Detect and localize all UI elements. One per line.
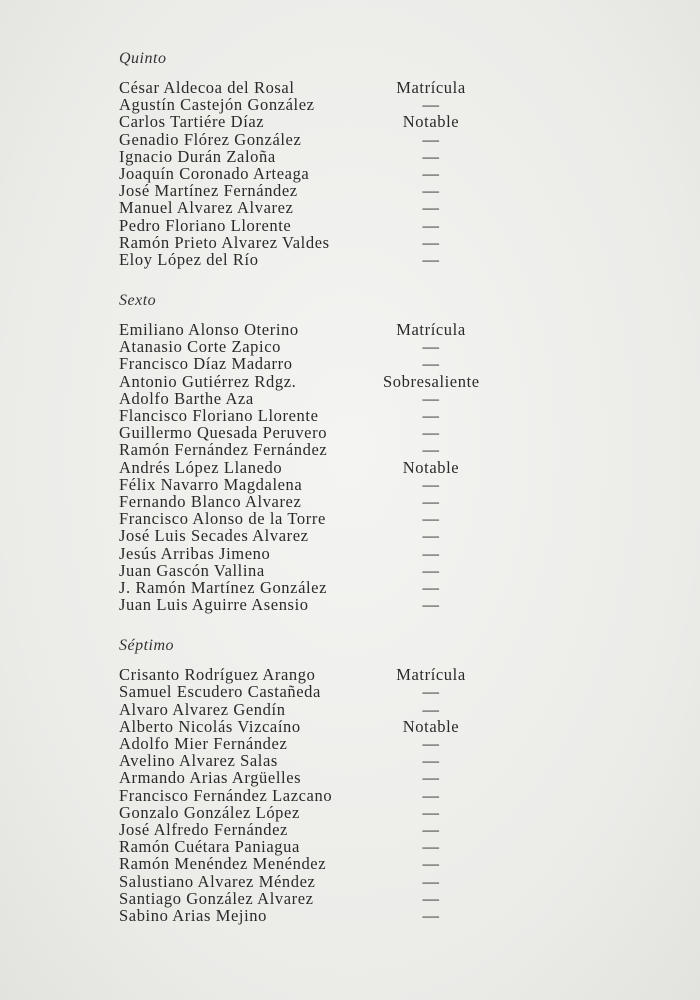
list-item	[119, 701, 479, 718]
list-item	[119, 217, 479, 234]
grade: Notable	[402, 716, 460, 736]
list-item	[119, 441, 479, 458]
rows	[119, 79, 479, 268]
rows	[119, 321, 479, 613]
section-title: Quinto	[119, 50, 167, 67]
student-name: J. Ramón Martínez González	[119, 577, 328, 597]
student-name: Jesús Arribas Jimeno	[119, 543, 271, 563]
student-name: Crisanto Rodríguez Arango	[119, 665, 316, 685]
student-name: Salustiano Alvarez Méndez	[119, 871, 316, 891]
list-item	[119, 855, 479, 872]
list-item	[119, 873, 479, 890]
grade: —	[422, 699, 440, 719]
grade: —	[422, 181, 440, 201]
list-item	[119, 390, 479, 407]
student-name: Carlos Tartiére Díaz	[119, 112, 265, 132]
student-name: Fernando Blanco Alvarez	[119, 491, 302, 511]
list-item	[119, 527, 479, 544]
list-item	[119, 373, 479, 390]
section-quinto	[119, 48, 479, 268]
grade: —	[422, 215, 440, 235]
list-item	[119, 407, 479, 424]
grade: —	[422, 474, 440, 494]
rows	[119, 666, 479, 924]
grade: —	[422, 526, 440, 546]
section-title: Séptimo	[119, 637, 175, 655]
student-name: Juan Luis Aguirre Asensio	[119, 595, 309, 615]
student-name: Sabino Arias Mejino	[119, 905, 267, 925]
grade: —	[422, 491, 440, 511]
grade: —	[422, 682, 440, 702]
list-item	[119, 476, 479, 493]
list-item	[119, 821, 479, 838]
section-title: Sexto	[119, 292, 157, 310]
student-name: Eloy López del Río	[119, 249, 259, 269]
grade: —	[422, 751, 440, 771]
student-name: Ramón Menéndez Menéndez	[119, 854, 327, 874]
student-name: Avelino Alvarez Salas	[119, 751, 278, 771]
section-sexto	[119, 290, 479, 613]
student-name: Francisco Díaz Madarro	[119, 354, 293, 374]
list-item	[119, 165, 479, 182]
student-name: Andrés López Llanedo	[119, 457, 283, 477]
grade: Matrícula	[396, 320, 466, 340]
list-item	[119, 579, 479, 596]
student-name: Ignacio Durán Zaloña	[119, 146, 276, 166]
student-name: Adolfo Mier Fernández	[119, 734, 288, 753]
grade: Sobresaliente	[383, 371, 480, 391]
list-item	[119, 424, 479, 441]
grade: —	[422, 509, 440, 529]
grade: —	[422, 905, 440, 925]
student-name: Joaquín Coronado Arteaga	[119, 163, 310, 183]
list-item	[119, 234, 479, 251]
grade: —	[422, 198, 440, 218]
grade: —	[422, 854, 440, 874]
list-item	[119, 787, 479, 804]
grade: —	[422, 871, 440, 891]
grade: —	[422, 388, 440, 408]
student-name: Félix Navarro Magdalena	[119, 474, 303, 494]
grade: Matrícula	[396, 665, 466, 685]
grade: —	[422, 577, 440, 597]
section-septimo	[119, 635, 479, 924]
student-name: Alberto Nicolás Vizcaíno	[119, 716, 301, 736]
student-name: Ramón Cuétara Paniagua	[119, 837, 300, 857]
list-item	[119, 355, 479, 372]
student-name: Ramón Prieto Alvarez Valdes	[119, 232, 330, 252]
grade-list	[119, 48, 479, 924]
list-item	[119, 752, 479, 769]
grade: Notable	[402, 457, 460, 477]
student-name: Pedro Floriano Llorente	[119, 215, 292, 235]
grade: —	[422, 595, 440, 615]
list-item	[119, 666, 479, 683]
list-item	[119, 79, 479, 96]
student-name: José Alfredo Fernández	[119, 819, 288, 839]
student-name: César Aldecoa del Rosal	[119, 78, 295, 97]
grade: Matrícula	[396, 78, 466, 97]
list-item	[119, 251, 479, 268]
grade: —	[422, 785, 440, 805]
student-name: José Luis Secades Alvarez	[119, 526, 309, 546]
list-item	[119, 199, 479, 216]
list-item	[119, 562, 479, 579]
grade: —	[422, 406, 440, 425]
student-name: Juan Gascón Vallina	[119, 560, 265, 580]
student-name: Armando Arias Argüelles	[119, 768, 302, 788]
grade: —	[422, 440, 440, 460]
student-name: Santiago González Alvarez	[119, 888, 314, 908]
grade: Notable	[402, 112, 460, 132]
grade: —	[422, 337, 440, 357]
list-item	[119, 890, 479, 907]
grade: —	[422, 734, 440, 753]
student-name: Genadio Flórez González	[119, 129, 302, 149]
list-item	[119, 804, 479, 821]
grade: —	[422, 249, 440, 269]
list-item	[119, 596, 479, 613]
list-item	[119, 148, 479, 165]
grade: —	[422, 163, 440, 183]
student-name: Flancisco Floriano Llorente	[119, 406, 319, 425]
student-name: Adolfo Barthe Aza	[119, 388, 254, 408]
list-item	[119, 338, 479, 355]
student-name: Samuel Escudero Castañeda	[119, 682, 321, 702]
grade: —	[422, 423, 440, 443]
list-item	[119, 459, 479, 476]
list-item	[119, 683, 479, 700]
grade: —	[422, 146, 440, 166]
grade: —	[422, 888, 440, 908]
student-name: Atanasio Corte Zapico	[119, 337, 281, 357]
grade: —	[422, 837, 440, 857]
student-name: Guillermo Quesada Peruvero	[119, 423, 328, 443]
grade: —	[422, 819, 440, 839]
list-item	[119, 321, 479, 338]
list-item	[119, 838, 479, 855]
student-name: Francisco Fernández Lazcano	[119, 785, 333, 805]
student-name: Manuel Alvarez Alvarez	[119, 198, 294, 218]
list-item	[119, 510, 479, 527]
student-name: Antonio Gutiérrez Rdgz.	[119, 371, 297, 391]
list-item	[119, 907, 479, 924]
list-item	[119, 545, 479, 562]
list-item	[119, 182, 479, 199]
grade: —	[422, 95, 440, 115]
student-name: Gonzalo González López	[119, 802, 300, 822]
list-item	[119, 493, 479, 510]
student-name: Agustín Castejón González	[119, 95, 315, 115]
list-item	[119, 113, 479, 130]
list-item	[119, 735, 479, 752]
list-item	[119, 769, 479, 786]
grade: —	[422, 560, 440, 580]
student-name: Francisco Alonso de la Torre	[119, 509, 326, 529]
grade: —	[422, 543, 440, 563]
student-name: José Martínez Fernández	[119, 181, 298, 201]
grade: —	[422, 129, 440, 149]
student-name: Alvaro Alvarez Gendín	[119, 699, 286, 719]
grade: —	[422, 232, 440, 252]
student-name: Emiliano Alonso Oterino	[119, 320, 299, 340]
grade: —	[422, 354, 440, 374]
list-item	[119, 718, 479, 735]
list-item	[119, 131, 479, 148]
grade: —	[422, 768, 440, 788]
student-name: Ramón Fernández Fernández	[119, 440, 328, 460]
list-item	[119, 96, 479, 113]
grade: —	[422, 802, 440, 822]
